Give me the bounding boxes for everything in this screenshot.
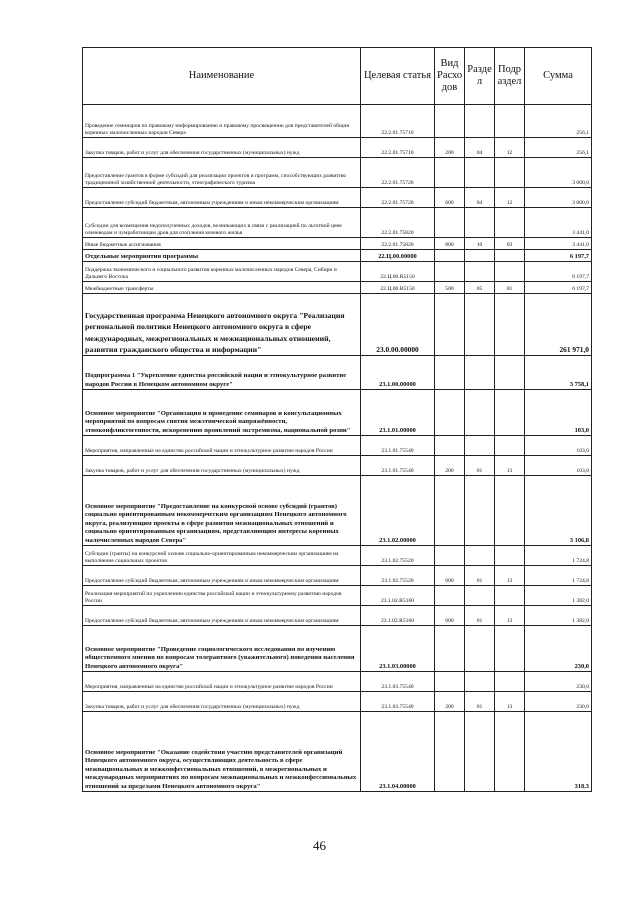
row-expense-type-cell [435,436,465,456]
row-name-cell: Межбюджетные трансферты [83,282,361,294]
row-section-cell: 04 [465,188,495,208]
table-row [83,238,592,250]
header-section: Разде л [465,48,495,105]
row-name-cell: Предоставление грантов в форме субсидий для реализации проектов и программ, способствующих развитию традиционной хозяйственной деятельности, этнографического туризма [83,158,361,188]
row-name-cell: Предоставление субсидий бюджетным, автономным учреждениям и иным некоммерческим организациям [83,188,361,208]
row-section-cell [465,390,495,436]
row-target-article-cell: 23.1.03.75540 [361,672,435,692]
row-name-cell: Иные бюджетные ассигнования [83,238,361,250]
row-name-cell: Основное мероприятие "Предоставление на конкурсной основе субсидий (грантов) социально ориентированным некоммерческим организациям Ненецкого автономного округа, реализующим проекты в сфере развития межнациональных отношений и социально ориентированным организациям, представляющим интересы коренных малочисленных народов Севера" [83,476,361,546]
row-section-cell [465,672,495,692]
row-section-cell [465,586,495,606]
row-expense-type-cell [435,294,465,356]
table-row [83,566,592,586]
row-target-article-cell: 23.1.01.75540 [361,436,435,456]
budget-table [82,47,592,792]
row-sum-cell: 261 971,0 [525,294,592,356]
row-sum-cell: 6 197,7 [525,250,592,262]
row-target-article-cell: 22.2.01.75820 [361,238,435,250]
row-subsection-cell [495,208,525,238]
row-sum-cell: 6 197,7 [525,282,592,294]
row-section-cell [465,105,495,138]
row-subsection-cell [495,476,525,546]
row-name-cell: Основное мероприятие "Организация и проведение семинаров и консультационных мероприятий по вопросам снятия межэтнической напряжённости, этноконфликтогенности, искоренению проявлений экстремизма, национальной розни" [83,390,361,436]
table-row [83,476,592,546]
row-section-cell: 05 [465,282,495,294]
row-name-cell: Реализация мероприятий по укреплению единства российской нации и этнокультурному развитию народов России [83,586,361,606]
row-target-article-cell: 23.1.04.00000 [361,712,435,792]
table-row [83,606,592,626]
table-header-row [83,48,592,105]
row-sum-cell: 3 441,0 [525,238,592,250]
row-subsection-cell [495,262,525,282]
row-subsection-cell [495,158,525,188]
row-expense-type-cell [435,356,465,390]
header-name: Наименование [83,48,361,105]
row-expense-type-cell [435,208,465,238]
row-section-cell [465,626,495,672]
table-row [83,282,592,294]
row-name-cell: Предоставление субсидий бюджетным, автономным учреждениям и иным некоммерческим организациям [83,606,361,626]
row-expense-type-cell: 200 [435,456,465,476]
row-expense-type-cell [435,626,465,672]
row-subsection-cell [495,105,525,138]
row-section-cell [465,712,495,792]
row-subsection-cell: 03 [495,238,525,250]
row-sum-cell: 6 197,7 [525,262,592,282]
row-sum-cell: 318,3 [525,712,592,792]
header-expense-type: Вид Расхо дов [435,48,465,105]
row-name-cell: Мероприятия, направленные на единство российской нации и этнокультурное развитие народов России [83,436,361,456]
row-sum-cell: 103,0 [525,390,592,436]
row-sum-cell: 256,1 [525,138,592,158]
row-target-article-cell: 22.2.01.75720 [361,158,435,188]
row-sum-cell: 3 106,8 [525,476,592,546]
row-sum-cell: 1 382,0 [525,606,592,626]
row-subsection-cell: 13 [495,456,525,476]
table-row [83,105,592,138]
row-section-cell: 01 [465,456,495,476]
row-expense-type-cell: 600 [435,566,465,586]
row-sum-cell: 1 382,0 [525,586,592,606]
row-section-cell [465,436,495,456]
table-row [83,208,592,238]
row-subsection-cell [495,586,525,606]
row-target-article-cell: 23.1.02.00000 [361,476,435,546]
row-name-cell: Государственная программа Ненецкого автономного округа "Реализация региональной политики Ненецкого автономного округа в сфере международных, межрегиональных и межнациональных отношений, развития гражданского общества и информации" [83,294,361,356]
row-expense-type-cell [435,105,465,138]
row-subsection-cell [495,294,525,356]
row-target-article-cell: 22.2.01.75820 [361,208,435,238]
row-expense-type-cell [435,712,465,792]
row-target-article-cell: 22.2.01.75710 [361,105,435,138]
row-target-article-cell: 23.1.03.00000 [361,626,435,672]
row-target-article-cell: 23.1.03.75540 [361,692,435,712]
row-target-article-cell: 22.2.01.75710 [361,138,435,158]
row-name-cell: Закупка товаров, работ и услуг для обеспечения государственных (муниципальных) нужд [83,692,361,712]
row-sum-cell: 3 441,0 [525,208,592,238]
row-expense-type-cell [435,262,465,282]
table-row [83,692,592,712]
row-sum-cell: 230,0 [525,692,592,712]
row-name-cell: Субсидии для возмещения недополученных доходов, возникающих в связи с реализацией по льготной цене оленеводам и чумработницам дров для отопления кочевого жилья [83,208,361,238]
row-subsection-cell [495,250,525,262]
row-section-cell [465,356,495,390]
row-name-cell: Мероприятия, направленные на единство российской нации и этнокультурное развитие народов России [83,672,361,692]
table-row [83,390,592,436]
row-expense-type-cell [435,158,465,188]
row-target-article-cell: 22.Ц.00.R5150 [361,282,435,294]
row-sum-cell: 1 724,8 [525,566,592,586]
row-expense-type-cell [435,672,465,692]
row-section-cell [465,476,495,546]
table-row [83,294,592,356]
row-subsection-cell: 12 [495,188,525,208]
row-expense-type-cell [435,476,465,546]
row-section-cell: 01 [465,692,495,712]
row-target-article-cell: 23.1.00.00000 [361,356,435,390]
header-sum: Сумма [525,48,592,105]
row-name-cell: Поддержка экономического и социального развития коренных малочисленных народов Севера, Сибири и Дальнего Востока [83,262,361,282]
row-name-cell: Основное мероприятие "Проведение социологического исследования по изучению общественного мнения по вопросам толерантного (уважительного) поведения населения Ненецкого автономного округа" [83,626,361,672]
row-expense-type-cell: 200 [435,138,465,158]
row-target-article-cell: 23.1.02.R5160 [361,606,435,626]
row-expense-type-cell: 500 [435,282,465,294]
table-row [83,712,592,792]
header-target-article: Целевая статья [361,48,435,105]
row-section-cell [465,294,495,356]
row-target-article-cell: 23.0.00.00000 [361,294,435,356]
row-subsection-cell [495,390,525,436]
row-section-cell: 04 [465,138,495,158]
row-subsection-cell: 13 [495,566,525,586]
row-sum-cell: 3 000,0 [525,188,592,208]
row-subsection-cell [495,672,525,692]
row-target-article-cell: 22.Ц.00.R5150 [361,262,435,282]
row-name-cell: Подпрограмма 1 "Укрепление единства российской нации и этнокультурное развитие народов России в Ненецком автономном округе" [83,356,361,390]
table-row [83,456,592,476]
row-expense-type-cell: 800 [435,238,465,250]
table-body [83,105,592,792]
row-section-cell [465,262,495,282]
row-sum-cell: 256,1 [525,105,592,138]
table-row [83,626,592,672]
header-subsection: Подр аздел [495,48,525,105]
row-expense-type-cell: 600 [435,188,465,208]
row-subsection-cell: 01 [495,282,525,294]
row-target-article-cell: 22.Ц.00.00000 [361,250,435,262]
row-name-cell: Закупка товаров, работ и услуг для обеспечения государственных (муниципальных) нужд [83,456,361,476]
row-expense-type-cell [435,390,465,436]
row-subsection-cell: 13 [495,692,525,712]
row-section-cell: 10 [465,238,495,250]
row-name-cell: Проведение семинаров по правовому информированию и правовому просвещению для представителей общин коренных малочисленных народов Севера [83,105,361,138]
row-section-cell: 01 [465,566,495,586]
row-section-cell [465,158,495,188]
row-subsection-cell [495,626,525,672]
row-target-article-cell: 23.1.01.00000 [361,390,435,436]
row-target-article-cell: 23.1.02.75520 [361,566,435,586]
table-row [83,158,592,188]
table-row [83,138,592,158]
row-subsection-cell [495,546,525,566]
table-row [83,586,592,606]
row-subsection-cell [495,436,525,456]
row-name-cell: Предоставление субсидий бюджетным, автономным учреждениям и иным некоммерческим организациям [83,566,361,586]
table-row [83,250,592,262]
row-expense-type-cell [435,586,465,606]
row-section-cell [465,250,495,262]
row-subsection-cell [495,712,525,792]
row-sum-cell: 3 758,1 [525,356,592,390]
row-sum-cell: 103,0 [525,456,592,476]
row-target-article-cell: 22.2.01.75720 [361,188,435,208]
table-row [83,672,592,692]
page-number: 46 [313,838,326,853]
row-name-cell: Отдельные мероприятия программы [83,250,361,262]
row-sum-cell: 1 724,8 [525,546,592,566]
row-subsection-cell: 13 [495,606,525,626]
row-name-cell: Закупка товаров, работ и услуг для обеспечения государственных (муниципальных) нужд [83,138,361,158]
row-section-cell [465,208,495,238]
row-sum-cell: 103,0 [525,436,592,456]
table-row [83,546,592,566]
table-row [83,188,592,208]
row-section-cell [465,546,495,566]
table-row [83,356,592,390]
budget-table-page [82,47,591,792]
row-name-cell: Субсидии (гранты) на конкурсной основе социально-ориентированным некоммерческим организациям на выполнение социальных проектов [83,546,361,566]
row-expense-type-cell: 600 [435,606,465,626]
row-section-cell: 01 [465,606,495,626]
row-sum-cell: 230,0 [525,626,592,672]
row-subsection-cell: 12 [495,138,525,158]
row-target-article-cell: 23.1.02.R5160 [361,586,435,606]
row-subsection-cell [495,356,525,390]
row-target-article-cell: 23.1.01.75540 [361,456,435,476]
row-expense-type-cell [435,250,465,262]
table-row [83,262,592,282]
row-target-article-cell: 23.1.02.75520 [361,546,435,566]
row-sum-cell: 3 000,0 [525,158,592,188]
row-sum-cell: 230,0 [525,672,592,692]
row-expense-type-cell: 200 [435,692,465,712]
row-name-cell: Основное мероприятие "Оказание содействия участию представителей организаций Ненецкого автономного округа, осуществляющих деятельность в сфере межнациональных и межконфессиональных отношений, в межрегиональных и международных мероприятиях по вопросам межнациональных и межконфессиональных отношений за пределами Ненецкого автономного округа" [83,712,361,792]
row-expense-type-cell [435,546,465,566]
table-row [83,436,592,456]
